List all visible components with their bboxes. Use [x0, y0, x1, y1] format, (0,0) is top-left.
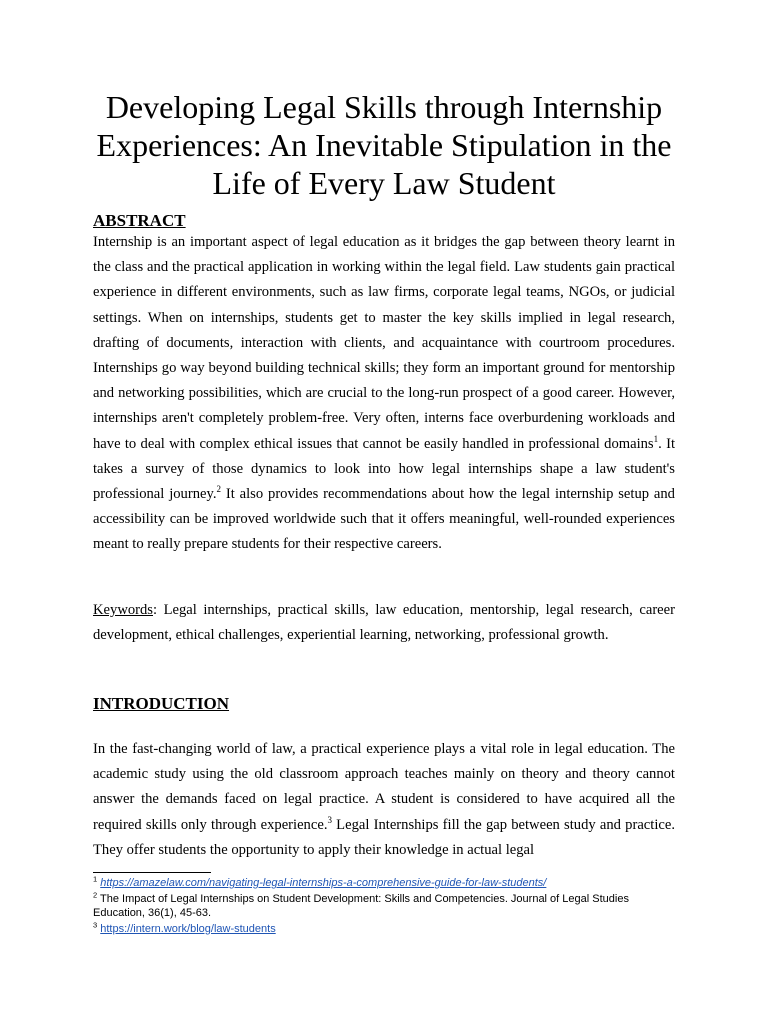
abstract-text-3: It also provides recommendations about how the legal internship setup and accessibility can be improved worldwide such that it offers meaningful, well-rounded experiences meant to really prepare students for their respective careers. — [93, 486, 675, 553]
footnote-2 — [93, 889, 675, 921]
footnotes — [93, 876, 675, 937]
abstract-paragraph — [93, 230, 675, 558]
abstract-text-2: . It takes a survey of those dynamics to look into how legal internships shape a law student's professional journey. — [93, 435, 675, 503]
keywords-text: : Legal internships, practical skills, law education, mentorship, legal research, career development, ethical challenges, experiential learning, networking, professional growth. — [93, 602, 675, 644]
footnote-number: 2 — [93, 889, 98, 899]
footnote-ref-1[interactable]: 1 — [653, 433, 659, 444]
introduction-text-2: Legal Internships fill the gap between study and practice. They offer students the opportunity to apply their knowledge in actual legal — [93, 816, 675, 858]
keywords-label: Keywords — [93, 602, 153, 618]
introduction-heading: INTRODUCTION — [93, 694, 230, 713]
introduction-paragraph — [93, 737, 675, 863]
abstract-heading: ABSTRACT — [93, 211, 186, 230]
abstract-text-1: Internship is an important aspect of legal education as it bridges the gap between theory learnt in the class and the practical application in working within the legal field. Law students gain practical experience in different environments, such as law firms, corporate legal teams, NGOs, or judicial settings. When on internships, students get to master the key skills implied in legal research, drafting of documents, interaction with clients, and acquaintance with courtroom procedures. Internships go way beyond building technical skills; they form an important ground for mentorship and networking possibilities, which are crucial to the long-run prospect of a good career. However, internships aren't completely problem-free. Very often, interns face overburdening workloads and have to deal with complex ethical issues that cannot be easily handled in professional domains — [93, 234, 675, 452]
footnote-ref-2[interactable]: 2 — [216, 484, 221, 495]
footnote-ref-3[interactable]: 3 — [327, 814, 332, 825]
footnote-1-link[interactable]: https://amazelaw.com/navigating-legal-internships-a-comprehensive-guide-for-law-students/ — [100, 877, 547, 889]
footnote-2-text: The Impact of Legal Internships on Student Development: Skills and Competencies. Journal of Legal Studies Education, 36(1), 45-63. — [93, 892, 629, 919]
footnote-number: 1 — [93, 874, 98, 884]
footnote-number: 3 — [93, 919, 98, 929]
introduction-text-1: In the fast-changing world of law, a practical experience plays a vital role in legal education. The academic study using the old classroom approach teaches mainly on theory and theory cannot answer the demands faced on legal practice. A student is considered to have acquired all the required skills only through experience. — [93, 741, 675, 833]
document-title: Developing Legal Skills through Internship Experiences: An Inevitable Stipulation in the Life of Every Law Student — [96, 89, 672, 201]
footnote-3 — [93, 919, 675, 937]
keywords-paragraph — [93, 598, 675, 648]
footnote-separator — [93, 872, 211, 873]
footnote-1 — [93, 876, 675, 891]
footnote-3-link[interactable]: https://intern.work/blog/law-students — [100, 922, 276, 935]
